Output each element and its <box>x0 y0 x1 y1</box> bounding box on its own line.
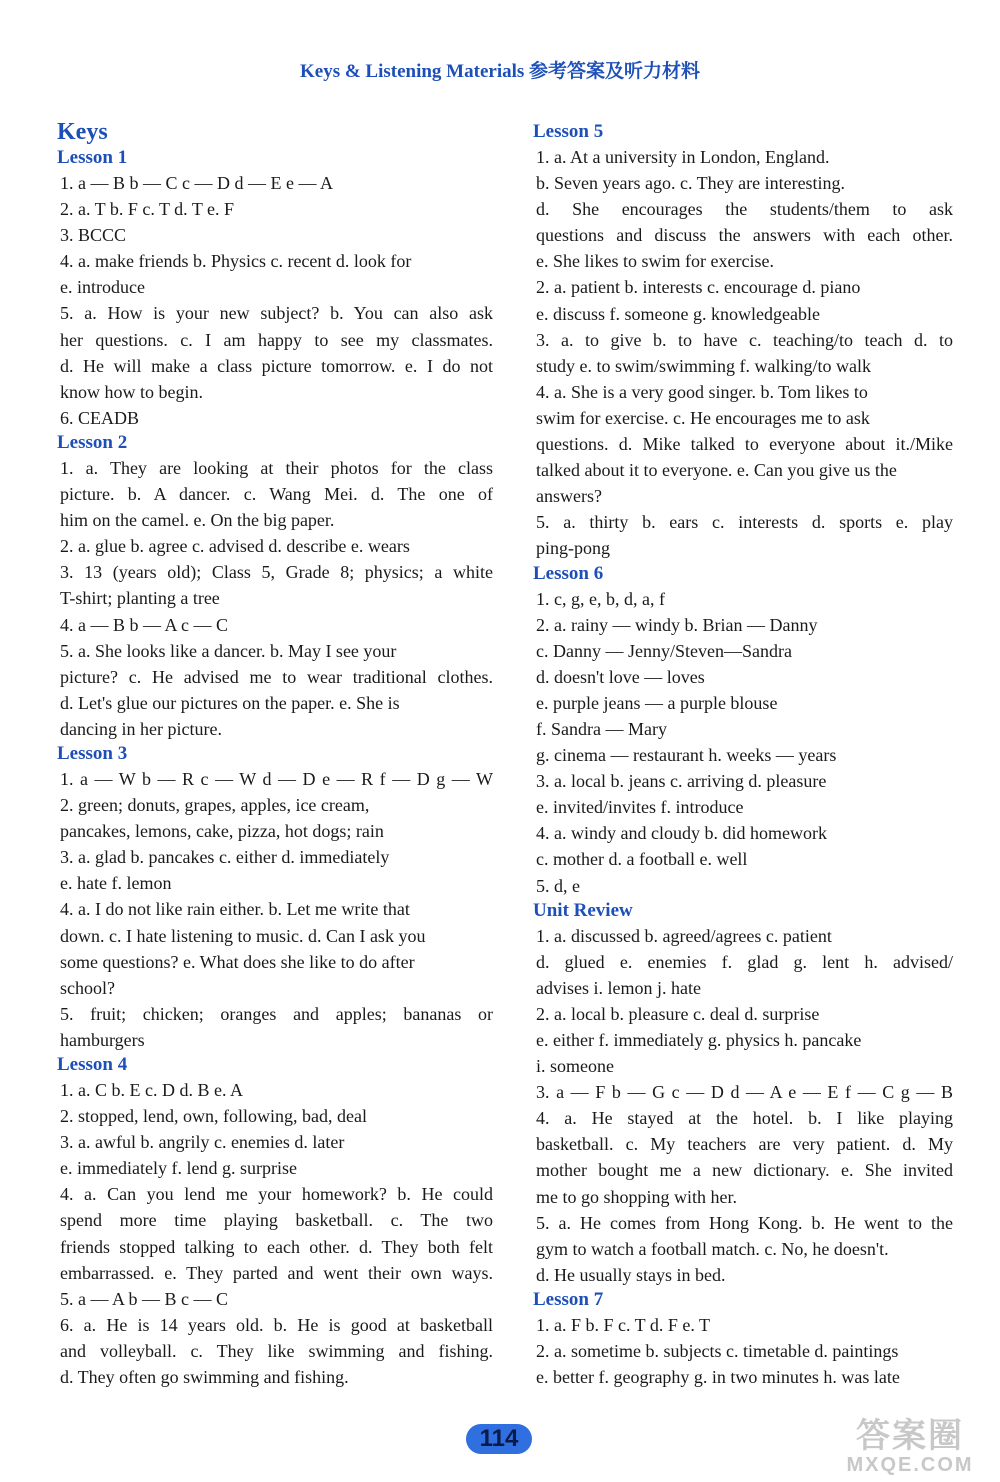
answer-line: him on the camel. e. On the big paper. <box>60 510 335 531</box>
answer-line: ping-pong <box>536 538 610 559</box>
answer-line: d. He will make a class picture tomorrow. e. I do not <box>60 355 493 376</box>
answer-line: advises i. lemon j. hate <box>536 977 701 998</box>
lesson-title: Lesson 4 <box>57 1054 128 1075</box>
answer-line: g. cinema — restaurant h. weeks — years <box>536 745 837 766</box>
answer-line: some questions? e. What does she like to do after <box>60 951 415 972</box>
answer-line: c. mother d. a football e. well <box>536 849 748 870</box>
answer-line: 2. a. T b. F c. T d. T e. F <box>60 199 235 220</box>
answer-line: 4. a. Can you lend me your homework? b. He could <box>60 1184 493 1205</box>
answer-line: and volleyball. c. They like swimming and fishing. <box>60 1340 493 1361</box>
answer-line: 4. a. I do not like rain either. b. Let me write that <box>60 899 410 920</box>
answer-line: 1. a. C b. E c. D d. B e. A <box>60 1080 243 1100</box>
lesson-title: Lesson 1 <box>57 147 128 168</box>
answer-line: 3. a. awful b. angrily c. enemies d. later <box>60 1132 345 1153</box>
answer-line: 1. c, g, e, b, d, a, f <box>536 588 665 609</box>
lesson-section <box>57 1053 493 1390</box>
answer-line: dancing in her picture. <box>60 718 222 739</box>
answer-line: e. immediately f. lend g. surprise <box>60 1158 297 1179</box>
answer-line: 4. a. She is a very good singer. b. Tom likes to <box>536 381 868 402</box>
answer-line: swim for exercise. c. He encourages me to ask <box>536 407 870 428</box>
answer-line: e. introduce <box>60 277 145 298</box>
answer-line: 2. a. sometime b. subjects c. timetable d. paintings <box>536 1341 899 1362</box>
answer-line: 1. a — B b — C c — D d — E e — A <box>60 173 333 193</box>
answer-line: 5. a. He comes from Hong Kong. b. He went to the <box>536 1212 953 1233</box>
answer-line: talked about it to everyone. e. Can you give us the <box>536 460 897 481</box>
answer-line: 6. CEADB <box>60 407 140 428</box>
lesson-title: Unit Review <box>533 899 633 921</box>
answer-line: picture? c. He advised me to wear traditional clothes. <box>60 666 493 687</box>
answer-line: f. Sandra — Mary <box>536 718 667 739</box>
lesson-title: Lesson 5 <box>533 121 604 142</box>
answer-line: 3. a. glad b. pancakes c. either d. immediately <box>60 847 390 868</box>
answer-line: picture. b. A dancer. c. Wang Mei. d. The one of <box>60 484 493 505</box>
answer-line: 5. a. How is your new subject? b. You can also ask <box>60 303 493 324</box>
answer-line: 2. a. rainy — windy b. Brian — Danny <box>536 614 818 635</box>
lesson-section <box>533 562 953 899</box>
answer-line: know how to begin. <box>60 381 203 402</box>
lesson-title: Lesson 3 <box>57 742 128 764</box>
answer-line: b. Seven years ago. c. They are interesting. <box>536 173 846 194</box>
answer-line: 5. fruit; chicken; oranges and apples; bananas or <box>60 1003 493 1024</box>
watermark-line1: 答案圈 <box>856 1417 964 1455</box>
answer-line: 1. a — W b — R c — W d — D e — R f — D g — W <box>60 768 493 789</box>
answer-line: school? <box>60 977 115 998</box>
answer-line: 1. a. At a university in London, England. <box>536 147 830 167</box>
answer-line: 5. a. thirty b. ears c. interests d. sports e. play <box>536 512 953 533</box>
answer-line: pancakes, lemons, cake, pizza, hot dogs; rain <box>60 821 384 842</box>
answer-line: 1. a. They are looking at their photos for the class <box>60 457 493 478</box>
answer-line: 4. a. windy and cloudy b. did homework <box>536 823 827 844</box>
lesson-section <box>533 1288 953 1390</box>
lesson-section <box>533 899 953 1288</box>
answer-line: 3. a. local b. jeans c. arriving d. pleasure <box>536 771 827 792</box>
watermark-line2: MXQE.COM <box>846 1454 974 1476</box>
answer-line: 2. a. local b. pleasure c. deal d. surprise <box>536 1003 820 1024</box>
answer-line: c. Danny — Jenny/Steven—Sandra <box>536 640 792 661</box>
answer-line: 2. green; donuts, grapes, apples, ice cream, <box>60 795 370 816</box>
answer-line: 2. a. patient b. interests c. encourage d. piano <box>536 277 861 298</box>
answer-line: 5. d, e <box>536 875 580 896</box>
lesson-section <box>57 146 493 431</box>
answer-line: 3. a. to give b. to have c. teaching/to teach d. to <box>536 329 953 350</box>
answer-line: study e. to swim/swimming f. walking/to walk <box>536 355 871 376</box>
answer-line: 6. a. He is 14 years old. b. He is good at basketball <box>60 1314 493 1335</box>
answer-line: embarrassed. e. They parted and went their own ways. <box>60 1262 493 1283</box>
answer-line: e. better f. geography g. in two minutes h. was late <box>536 1367 900 1388</box>
lesson-section <box>57 742 493 1053</box>
answer-line: d. She encourages the students/them to ask <box>536 199 953 220</box>
answer-line: e. purple jeans — a purple blouse <box>536 692 778 713</box>
lesson-section <box>533 120 953 562</box>
answer-line: 4. a. make friends b. Physics c. recent d. look for <box>60 251 412 272</box>
answer-line: 1. a. discussed b. agreed/agrees c. patient <box>536 925 832 946</box>
answer-line: d. He usually stays in bed. <box>536 1264 726 1285</box>
answer-line: 1. a. F b. F c. T d. F e. T <box>536 1314 711 1335</box>
answer-line: 4. a. He stayed at the hotel. b. I like playing <box>536 1108 953 1129</box>
answer-line: e. either f. immediately g. physics h. pancake <box>536 1030 862 1050</box>
lesson-section <box>57 431 493 742</box>
answer-line: mother bought me a new dictionary. e. She invited <box>536 1160 953 1181</box>
answer-line: me to go shopping with her. <box>536 1186 737 1207</box>
answer-line: d. doesn't love — loves <box>536 666 705 687</box>
answer-line: e. discuss f. someone g. knowledgeable <box>536 303 820 324</box>
answer-line: 2. stopped, lend, own, following, bad, deal <box>60 1106 367 1127</box>
lesson-title: Lesson 2 <box>57 431 128 453</box>
answer-line: basketball. c. My teachers are very patient. d. My <box>536 1134 953 1155</box>
answer-line: 2. a. glue b. agree c. advised d. describe e. wears <box>60 536 410 557</box>
answer-line: d. glued e. enemies f. glad g. lent h. advised/ <box>536 951 953 972</box>
page-header: Keys & Listening Materials 参考答案及听力材料 <box>299 61 701 82</box>
watermark-logo <box>830 1418 990 1476</box>
keys-title: Keys <box>57 119 108 145</box>
answer-line: spend more time playing basketball. c. The two <box>60 1210 493 1231</box>
answer-line: 3. a — F b — G c — D d — A e — E f — C g — B <box>536 1082 953 1103</box>
right-sections <box>533 120 953 1390</box>
answer-line: her questions. c. I am happy to see my classmates. <box>60 329 493 350</box>
answer-line: friends stopped talking to each other. d. They both felt <box>60 1236 493 1257</box>
answer-line: e. hate f. lemon <box>60 873 172 894</box>
answer-line: gym to watch a football match. c. No, he doesn't. <box>536 1238 889 1259</box>
answer-line: T-shirt; planting a tree <box>60 588 220 609</box>
answer-line: e. invited/invites f. introduce <box>536 797 744 818</box>
answer-line: questions. d. Mike talked to everyone about it./Mike <box>536 434 953 455</box>
right-column <box>533 120 953 1390</box>
answer-line: 5. a — A b — B c — C <box>60 1288 229 1309</box>
answer-line: down. c. I hate listening to music. d. Can I ask you <box>60 925 426 946</box>
answer-line: 3. 13 (years old); Class 5, Grade 8; physics; a white <box>60 562 493 583</box>
answer-line: 4. a — B b — A c — C <box>60 614 229 635</box>
left-sections <box>57 146 493 1390</box>
answer-line: answers? <box>536 486 602 507</box>
answer-line: d. Let's glue our pictures on the paper. e. She is <box>60 692 400 713</box>
answer-line: d. They often go swimming and fishing. <box>60 1367 349 1388</box>
answer-line: hamburgers <box>60 1029 145 1050</box>
lesson-title: Lesson 7 <box>533 1288 604 1310</box>
lesson-title: Lesson 6 <box>533 562 604 584</box>
answer-line: 5. a. She looks like a dancer. b. May I see your <box>60 640 397 661</box>
page-number: 114 <box>466 1424 532 1454</box>
answer-line: questions and discuss the answers with each other. <box>536 225 953 246</box>
answer-line: 3. BCCC <box>60 225 127 246</box>
answer-line: i. someone <box>536 1056 614 1077</box>
answer-line: e. She likes to swim for exercise. <box>536 251 774 272</box>
left-column <box>57 118 493 1390</box>
